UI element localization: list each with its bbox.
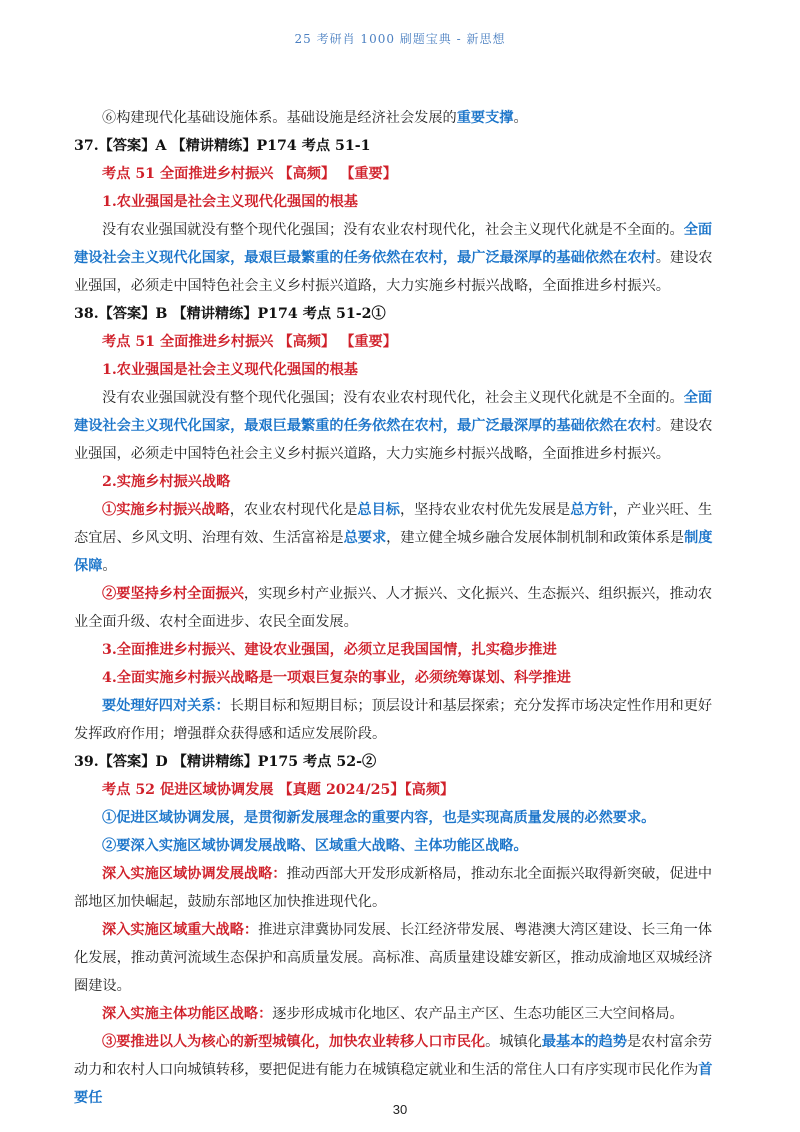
paragraph xyxy=(74,860,726,916)
highlight: 总要求 xyxy=(343,530,387,546)
paragraph xyxy=(74,580,726,636)
text: ，农业农村现代化是 xyxy=(229,502,358,518)
highlight: ①实施乡村振兴战略 xyxy=(102,502,230,518)
subheading: 3.全面推进乡村振兴、建设农业强国，必须立足我国国情，扎实稳步推进 xyxy=(102,642,557,658)
paragraph xyxy=(74,496,726,580)
text: 。城镇化 xyxy=(485,1034,542,1050)
text: ，坚持农业农村优先发展是 xyxy=(399,502,571,518)
paragraph xyxy=(74,216,726,300)
text: 。 xyxy=(102,558,117,574)
topic-heading: 考点 51 全面推进乡村振兴 【高频】 【重要】 xyxy=(102,334,397,350)
highlight: 深入实施区域重大战略： xyxy=(102,922,259,938)
text: 是农村富余劳动力和农村人口向城镇转移，要把促进有能力在城镇稳定就业和生活的常住人口有序实现市民化作为 xyxy=(74,1034,713,1078)
highlight: 重要支撑 xyxy=(456,110,514,126)
text: ⑥构建现代化基础设施体系。基础设施是经济社会发展的 xyxy=(102,110,457,126)
text: ，产业兴旺、生态宜居、乡风文明、治理有效、生活富裕是 xyxy=(74,502,713,546)
paragraph xyxy=(74,1000,726,1028)
text: 没有农业强国就没有整个现代化强国；没有农业农村现代化，社会主义现代化就是不全面的。 xyxy=(102,222,684,238)
paragraph xyxy=(74,692,726,748)
highlight: 首要任 xyxy=(74,1062,713,1106)
subheading: 1.农业强国是社会主义现代化强国的根基 xyxy=(102,194,358,210)
highlight: 要处理好四对关系： xyxy=(102,698,230,714)
topic-heading: 考点 51 全面推进乡村振兴 【高频】 【重要】 xyxy=(102,166,397,182)
text: 没有农业强国就没有整个现代化强国；没有农业农村现代化，社会主义现代化就是不全面的。 xyxy=(102,390,684,406)
highlight: 总目标 xyxy=(357,502,400,518)
subheading: 1.农业强国是社会主义现代化强国的根基 xyxy=(102,362,358,378)
subheading: ①促进区域协调发展，是贯彻新发展理念的重要内容，也是实现高质量发展的必然要求。 xyxy=(102,810,656,826)
text: 推动西部大开发形成新格局，推动东北全面振兴取得新突破，促进中部地区加快崛起，鼓励东部地区加快推进现代化。 xyxy=(74,866,713,910)
subheading: 4.全面实施乡村振兴战略是一项艰巨复杂的事业，必须统筹谋划、科学推进 xyxy=(102,670,571,686)
answer-heading-38: 38.【答案】B 【精讲精练】P174 考点 51-2① xyxy=(74,306,386,322)
text: 。 xyxy=(513,110,528,126)
text: 。建设农业强国，必须走中国特色社会主义乡村振兴道路，大力实施乡村振兴战略，全面推进乡村振兴。 xyxy=(74,418,713,462)
highlight: 全面建设社会主义现代化国家，最艰巨最繁重的任务依然在农村，最广泛最深厚的基础依然在农村 xyxy=(74,222,713,266)
page-body xyxy=(74,104,726,1112)
answer-heading-39: 39.【答案】D 【精讲精练】P175 考点 52-② xyxy=(74,754,377,770)
paragraph xyxy=(74,1028,726,1112)
paragraph xyxy=(74,384,726,468)
text: 长期目标和短期目标；顶层设计和基层探索；充分发挥市场决定性作用和更好发挥政府作用；增强群众获得感和适应发展阶段。 xyxy=(74,698,713,742)
paragraph xyxy=(74,916,726,1000)
paragraph xyxy=(74,104,726,132)
highlight: 深入实施区域协调发展战略： xyxy=(102,866,287,882)
highlight: 总方针 xyxy=(570,502,613,518)
highlight: ②要坚持乡村全面振兴 xyxy=(102,586,244,602)
highlight: ③要推进以人为核心的新型城镇化，加快农业转移人口市民化 xyxy=(102,1034,486,1050)
text: ，建立健全城乡融合发展体制机制和政策体系是 xyxy=(386,530,685,546)
text: 。建设农业强国，必须走中国特色社会主义乡村振兴道路，大力实施乡村振兴战略，全面推进乡村振兴。 xyxy=(74,250,713,294)
highlight: 深入实施主体功能区战略： xyxy=(102,1006,273,1022)
text: 推进京津冀协同发展、长江经济带发展、粤港澳大湾区建设、长三角一体化发展，推动黄河流域生态保护和高质量发展。高标准、高质量建设雄安新区，推动成渝地区双城经济圈建设。 xyxy=(74,922,713,994)
running-header: 25 考研肖 1000 刷题宝典 - 新思想 xyxy=(294,32,506,46)
subheading: 2.实施乡村振兴战略 xyxy=(102,474,231,490)
highlight: 最基本的趋势 xyxy=(541,1034,627,1050)
page-number: 30 xyxy=(392,1102,408,1117)
text: ，实现乡村产业振兴、人才振兴、文化振兴、生态振兴、组织振兴，推动农业全面升级、农村全面进步、农民全面发展。 xyxy=(74,586,713,630)
subheading: ②要深入实施区域协调发展战略、区域重大战略、主体功能区战略。 xyxy=(102,838,528,854)
answer-heading-37: 37.【答案】A 【精讲精练】P174 考点 51-1 xyxy=(74,138,371,154)
highlight: 全面建设社会主义现代化国家，最艰巨最繁重的任务依然在农村，最广泛最深厚的基础依然在农村 xyxy=(74,390,713,434)
topic-heading: 考点 52 促进区域协调发展 【真题 2024/25】【高频】 xyxy=(102,782,455,798)
text: 逐步形成城市化地区、农产品主产区、生态功能区三大空间格局。 xyxy=(272,1006,684,1022)
highlight: 制度保障 xyxy=(74,530,713,574)
